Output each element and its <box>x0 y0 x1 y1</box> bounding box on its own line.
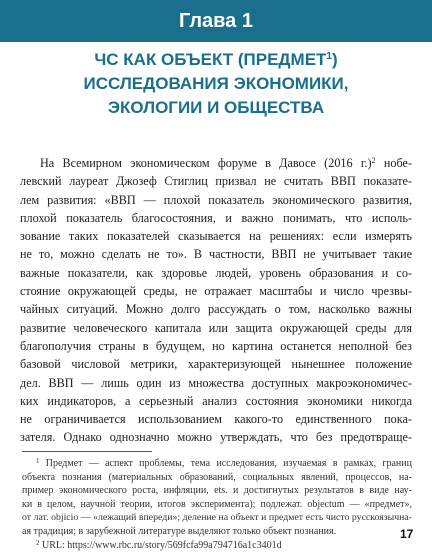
body-line-1-start: На Всемирном экономическом форуме в Давосе (2016 г.) <box>40 156 372 170</box>
body-paragraph <box>20 154 412 447</box>
body-line: плохой показатель благосостояния, и важно понимать, что исполь- <box>20 210 412 225</box>
footnote-divider <box>22 451 152 452</box>
body-line: зование таких показателей сказывается на решениях: если измерять <box>20 229 412 244</box>
body-line: чайных ситуаций. Можно долго рассуждать о том, насколько важны <box>20 302 412 317</box>
body-line: зателя. Однако однозначно можно утверждать, что без предотвраще- <box>20 430 412 445</box>
footnote-line: пример экономического роста, инфляции, ets. и достигнутых результатов в виде нау- <box>22 485 412 497</box>
page-number: 17 <box>400 527 414 541</box>
chapter-title-line-1-text: ЧС КАК ОБЪЕКТ (ПРЕДМЕТ <box>94 50 327 69</box>
footnote-1-marker: 1 <box>36 457 40 465</box>
footnote-2-url[interactable]: URL: https://www.rbc.ru/story/569fcfa99a794716a1c3401d <box>39 539 282 551</box>
footnote-2-marker: 2 <box>36 538 40 547</box>
chapter-title-line-3: ЭКОЛОГИИ И ОБЩЕСТВА <box>107 98 325 117</box>
footnote-line: объекта познания (материальных образований, социальных явлений, процессов, на- <box>22 471 412 483</box>
body-line: стояние окружающей среды, не отражает масштабы и число чрезвы- <box>20 284 412 299</box>
chapter-title-line-1 <box>30 48 402 72</box>
body-line: не ограничивается использованием какого-то единственного пока- <box>20 412 412 427</box>
chapter-title-line-1-end: ) <box>331 50 338 69</box>
body-line: благополучия страны в будущем, но картина останется неполной без <box>20 338 412 353</box>
body-line: левский лауреат Джозеф Стиглиц призвал не считать ВВП показате- <box>20 174 412 189</box>
body-line: лем развития: «ВВП — плохой показатель экономического развития, <box>20 192 412 207</box>
body-line-1 <box>20 154 412 172</box>
chapter-title-line-2: ИССЛЕДОВАНИЯ ЭКОНОМИКИ, <box>83 74 349 93</box>
body-line: развитие человеческого капитала или защита окружающей среды для <box>20 320 412 335</box>
body-line: ких индикаторов, а серьезный анализ состояния экономики никогда <box>20 393 412 408</box>
body-line: дел. ВВП — лишь один из множества доступных макроэкономичес- <box>20 375 412 390</box>
footnote-1-text: Предмет — аспект проблемы, тема исследования, изучаемая в рамках, границ <box>39 458 412 469</box>
footnote-line: ки в целом, научной теории, итогов эксперимента); подлежат. objectum — «предмет», <box>22 498 412 510</box>
footnote-line: ая традиция; в зарубежной литературе выделяют только объект познания. <box>22 525 337 537</box>
footnote-line: от лат. objicio — «лежащий впереди»; деление на объект и предмет есть чисто русскоязычна- <box>22 512 412 524</box>
chapter-title <box>30 48 402 120</box>
chapter-label-text: Глава 1 <box>178 9 253 32</box>
footnote-ref-2[interactable]: 2 <box>371 156 376 165</box>
body-line-1-end: нобе- <box>375 156 412 170</box>
footnote-ref-1[interactable]: 1 <box>326 51 332 62</box>
chapter-label <box>0 0 432 42</box>
footnote-1-line-1 <box>22 457 412 471</box>
body-line: важные показатели, как здоровье людей, уровень образования и со- <box>20 265 412 280</box>
footnotes <box>22 457 412 552</box>
body-line: не то, можно сделать не то». В частности, ВВП не учитывает такие <box>20 247 412 262</box>
body-line: базовой числовой метрики, характеризующей нынешнее положение <box>20 357 412 372</box>
